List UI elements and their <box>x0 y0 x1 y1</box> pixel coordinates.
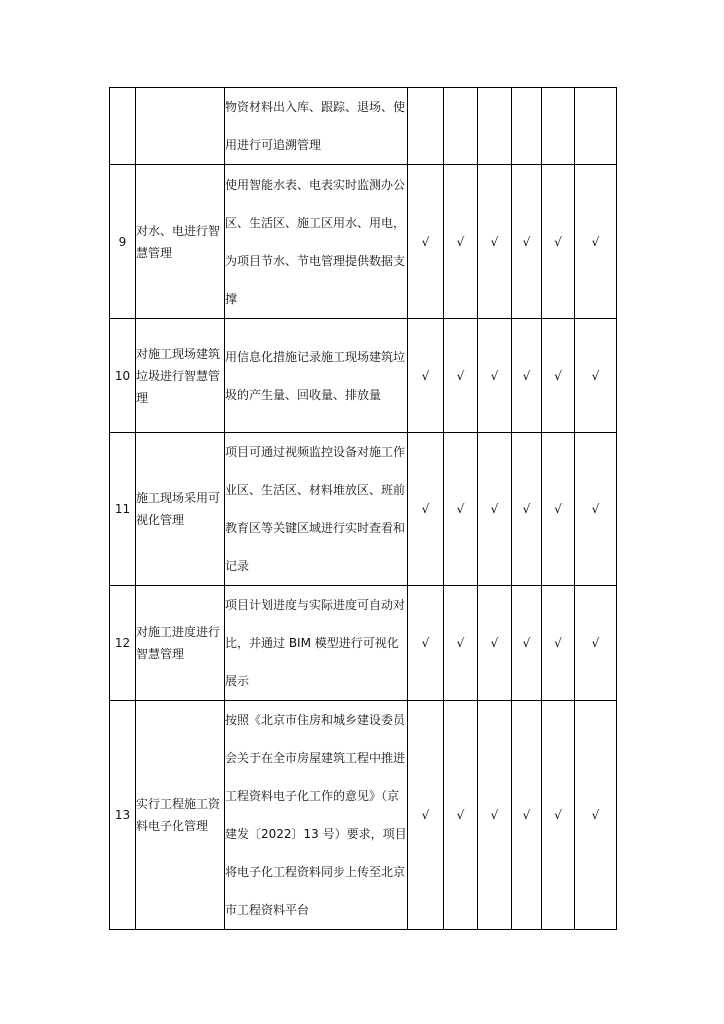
check-cell <box>512 88 542 165</box>
table-row <box>110 433 617 586</box>
check-cell: √ <box>444 319 478 433</box>
table-row <box>110 701 617 930</box>
row-description: 按照《北京市住房和城乡建设委员会关于在全市房屋建筑工程中推进工程资料电子化工作的意见》（京建发〔2022〕13 号）要求，项目将电子化工程资料同步上传至北京市工程资料平台 <box>225 701 408 930</box>
check-cell: √ <box>408 319 444 433</box>
row-description: 物资材料出入库、跟踪、退场、使用进行可追溯管理 <box>225 88 408 165</box>
check-cell: √ <box>575 165 617 319</box>
check-cell: √ <box>542 165 575 319</box>
table-row <box>110 586 617 701</box>
check-cell: √ <box>542 319 575 433</box>
check-cell <box>542 88 575 165</box>
check-cell: √ <box>444 701 478 930</box>
row-item: 对施工进度进行智慧管理 <box>136 586 225 701</box>
requirements-table <box>109 87 617 930</box>
check-cell: √ <box>478 165 512 319</box>
check-cell: √ <box>542 433 575 586</box>
check-cell: √ <box>444 586 478 701</box>
check-cell: √ <box>408 433 444 586</box>
table-row <box>110 319 617 433</box>
check-cell: √ <box>408 586 444 701</box>
check-cell: √ <box>408 165 444 319</box>
row-number: 13 <box>110 701 136 930</box>
row-item: 实行工程施工资料电子化管理 <box>136 701 225 930</box>
row-description: 用信息化措施记录施工现场建筑垃圾的产生量、回收量、排放量 <box>225 319 408 433</box>
check-cell: √ <box>575 586 617 701</box>
check-cell <box>478 88 512 165</box>
row-number: 12 <box>110 586 136 701</box>
check-cell: √ <box>512 165 542 319</box>
row-item: 对施工现场建筑垃圾进行智慧管理 <box>136 319 225 433</box>
check-cell: √ <box>542 701 575 930</box>
check-cell: √ <box>512 701 542 930</box>
check-cell: √ <box>512 586 542 701</box>
check-cell: √ <box>512 319 542 433</box>
check-cell: √ <box>542 586 575 701</box>
check-cell: √ <box>575 319 617 433</box>
row-number: 10 <box>110 319 136 433</box>
check-cell: √ <box>512 433 542 586</box>
check-cell: √ <box>575 701 617 930</box>
row-item: 对水、电进行智慧管理 <box>136 165 225 319</box>
row-item <box>136 88 225 165</box>
row-number: 9 <box>110 165 136 319</box>
row-item: 施工现场采用可视化管理 <box>136 433 225 586</box>
row-description: 使用智能水表、电表实时监测办公区、生活区、施工区用水、用电，为项目节水、节电管理提供数据支撑 <box>225 165 408 319</box>
check-cell: √ <box>478 319 512 433</box>
check-cell <box>408 88 444 165</box>
check-cell <box>575 88 617 165</box>
table-row <box>110 165 617 319</box>
check-cell <box>444 88 478 165</box>
check-cell: √ <box>478 433 512 586</box>
check-cell: √ <box>575 433 617 586</box>
check-cell: √ <box>408 701 444 930</box>
row-number <box>110 88 136 165</box>
row-description: 项目可通过视频监控设备对施工作业区、生活区、材料堆放区、班前教育区等关键区域进行实时查看和记录 <box>225 433 408 586</box>
row-description: 项目计划进度与实际进度可自动对比，并通过 BIM 模型进行可视化展示 <box>225 586 408 701</box>
check-cell: √ <box>478 586 512 701</box>
check-cell: √ <box>478 701 512 930</box>
check-cell: √ <box>444 433 478 586</box>
row-number: 11 <box>110 433 136 586</box>
table-row <box>110 88 617 165</box>
check-cell: √ <box>444 165 478 319</box>
